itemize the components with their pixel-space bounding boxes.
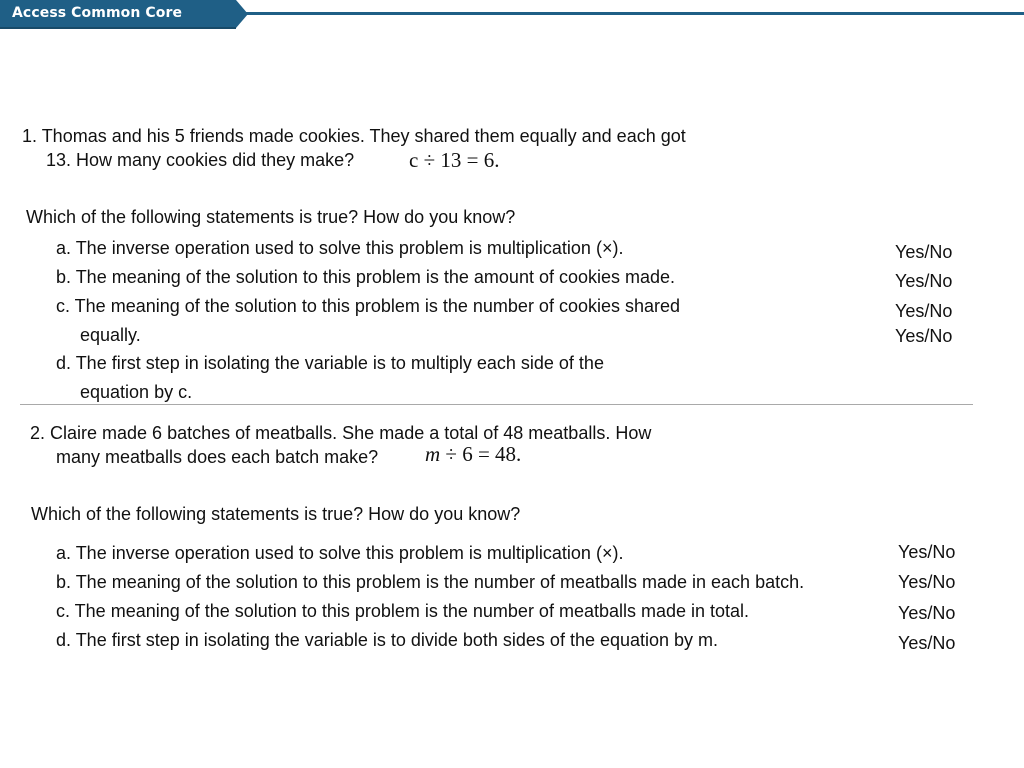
problem2-prompt-line2: many meatballs does each batch make? xyxy=(56,447,379,467)
problem1-statement-d-line1: d. The first step in isolating the variable is to multiply each side of the xyxy=(56,353,604,373)
problem1-statement-b: b. The meaning of the solution to this problem is the amount of cookies made. xyxy=(56,267,676,287)
problem2-answer-b: Yes/No xyxy=(898,572,956,592)
problem2-question: Which of the following statements is true? How do you know? xyxy=(31,504,521,524)
problem2-equation xyxy=(425,442,521,466)
problem2-prompt-line1: 2. Claire made 6 batches of meatballs. She made a total of 48 meatballs. How xyxy=(30,423,652,443)
problem2-statement-b: b. The meaning of the solution to this problem is the number of meatballs made in each batch. xyxy=(56,572,805,592)
header-banner xyxy=(0,0,1024,30)
problem1-answer-b: Yes/No xyxy=(895,271,953,291)
problem1-prompt-line2: 13. How many cookies did they make? xyxy=(46,150,355,170)
problem1-question: Which of the following statements is true? How do you know? xyxy=(26,207,516,227)
problem1-statement-d-line2: equation by c. xyxy=(80,382,193,402)
problem2-answer-c: Yes/No xyxy=(898,603,956,623)
problem1-answer-c: Yes/No xyxy=(895,301,953,321)
header-title: Access Common Core xyxy=(12,5,183,21)
problem1-answer-d: Yes/No xyxy=(895,326,953,346)
problem1-statement-a: a. The inverse operation used to solve this problem is multiplication (×). xyxy=(56,238,624,258)
problem2-statement-a: a. The inverse operation used to solve this problem is multiplication (×). xyxy=(56,543,624,563)
equation-variable: m xyxy=(425,442,441,466)
problem2-statement-c: c. The meaning of the solution to this problem is the number of meatballs made in total. xyxy=(56,601,750,621)
equation-variable: c xyxy=(409,148,419,172)
problem2-answer-d: Yes/No xyxy=(898,633,956,653)
problem2-answer-a: Yes/No xyxy=(898,542,956,562)
problem1-prompt-line1: 1. Thomas and his 5 friends made cookies. They shared them equally and each got xyxy=(22,126,686,146)
problem1-equation xyxy=(409,148,499,172)
section-divider xyxy=(20,404,973,405)
problem1-statement-c-line2: equally. xyxy=(80,325,141,345)
problem2-statement-d: d. The first step in isolating the variable is to divide both sides of the equation by m. xyxy=(56,630,719,650)
equation-rest: ÷ 6 = 48. xyxy=(440,442,522,466)
problem1-answer-a: Yes/No xyxy=(895,242,953,262)
equation-rest: ÷ 13 = 6. xyxy=(418,148,500,172)
problem1-statement-c-line1: c. The meaning of the solution to this problem is the number of cookies shared xyxy=(56,296,681,316)
